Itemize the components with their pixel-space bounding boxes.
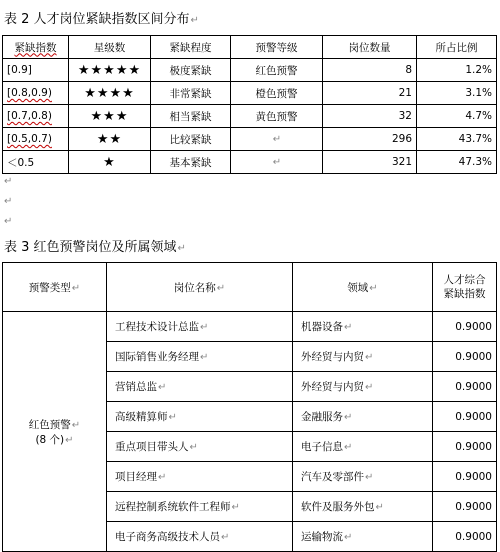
post-cell: 国际销售业务经理↵ [107,342,293,372]
header-cell: 领域↵ [293,263,433,312]
range-cell: [0.5,0.7) [3,128,69,151]
header-cell: 岗位数量 [323,36,417,59]
count-cell: 21 [323,82,417,105]
index-cell: 0.9000 [433,372,497,402]
star-rating: ★ [69,151,151,174]
degree-cell: 相当紧缺 [151,105,231,128]
star-rating: ★★★★ [69,82,151,105]
header-cell: 岗位名称↵ [107,263,293,312]
level-cell: 橙色预警 [231,82,323,105]
range-cell: ＜0.5 [3,151,69,174]
ratio-cell: 3.1% [417,82,497,105]
warning-type-cell: 红色预警↵ (8 个)↵ [3,312,107,552]
table-row [3,59,497,82]
field-cell: 运输物流↵ [293,522,433,552]
header-cell: 预警类型↵ [3,263,107,312]
ratio-cell: 4.7% [417,105,497,128]
table3 [2,262,497,552]
ratio-cell: 1.2% [417,59,497,82]
header-cell: 紧缺程度 [151,36,231,59]
level-cell: ↵ [231,128,323,151]
table3-header-row [3,263,497,312]
header-cell: 预警等级 [231,36,323,59]
post-cell: 项目经理↵ [107,462,293,492]
index-cell: 0.9000 [433,312,497,342]
table-row [3,312,497,342]
count-cell: 8 [323,59,417,82]
header-cell: 星级数 [69,36,151,59]
header-cell: 所占比例 [417,36,497,59]
paragraph-mark: ↵ [4,216,13,227]
table2-header-row [3,36,497,59]
level-cell: 黄色预警 [231,105,323,128]
ratio-cell: 47.3% [417,151,497,174]
field-cell: 电子信息↵ [293,432,433,462]
index-cell: 0.9000 [433,522,497,552]
count-cell: 321 [323,151,417,174]
table2-caption: 表 2 人才岗位紧缺指数区间分布↵ [4,12,199,27]
field-cell: 外经贸与内贸↵ [293,342,433,372]
star-rating: ★★ [69,128,151,151]
post-cell: 重点项目带头人↵ [107,432,293,462]
table2 [2,35,497,174]
level-cell: 红色预警 [231,59,323,82]
index-cell: 0.9000 [433,462,497,492]
star-rating: ★★★ [69,105,151,128]
header-cell: 紧缺指数 [3,36,69,59]
post-cell: 工程技术设计总监↵ [107,312,293,342]
header-cell: 人才综合 紧缺指数 [433,263,497,312]
post-cell: 高级精算师↵ [107,402,293,432]
field-cell: 汽车及零部件↵ [293,462,433,492]
range-cell: [0.9] [3,59,69,82]
post-cell: 营销总监↵ [107,372,293,402]
table-row [3,105,497,128]
range-cell: [0.8,0.9) [3,82,69,105]
field-cell: 金融服务↵ [293,402,433,432]
index-cell: 0.9000 [433,402,497,432]
post-cell: 电子商务高级技术人员↵ [107,522,293,552]
index-cell: 0.9000 [433,342,497,372]
degree-cell: 极度紧缺 [151,59,231,82]
count-cell: 32 [323,105,417,128]
ratio-cell: 43.7% [417,128,497,151]
level-cell: ↵ [231,151,323,174]
field-cell: 外经贸与内贸↵ [293,372,433,402]
table-row [3,151,497,174]
degree-cell: 基本紧缺 [151,151,231,174]
degree-cell: 非常紧缺 [151,82,231,105]
post-cell: 远程控制系统软件工程师↵ [107,492,293,522]
paragraph-mark: ↵ [4,176,13,187]
field-cell: 机器设备↵ [293,312,433,342]
index-cell: 0.9000 [433,432,497,462]
field-cell: 软件及服务外包↵ [293,492,433,522]
paragraph-mark: ↵ [4,196,13,207]
range-cell: [0.7,0.8) [3,105,69,128]
table-row [3,128,497,151]
count-cell: 296 [323,128,417,151]
degree-cell: 比较紧缺 [151,128,231,151]
table3-caption: 表 3 红色预警岗位及所属领域↵ [4,240,186,255]
star-rating: ★★★★★ [69,59,151,82]
table-row [3,82,497,105]
index-cell: 0.9000 [433,492,497,522]
